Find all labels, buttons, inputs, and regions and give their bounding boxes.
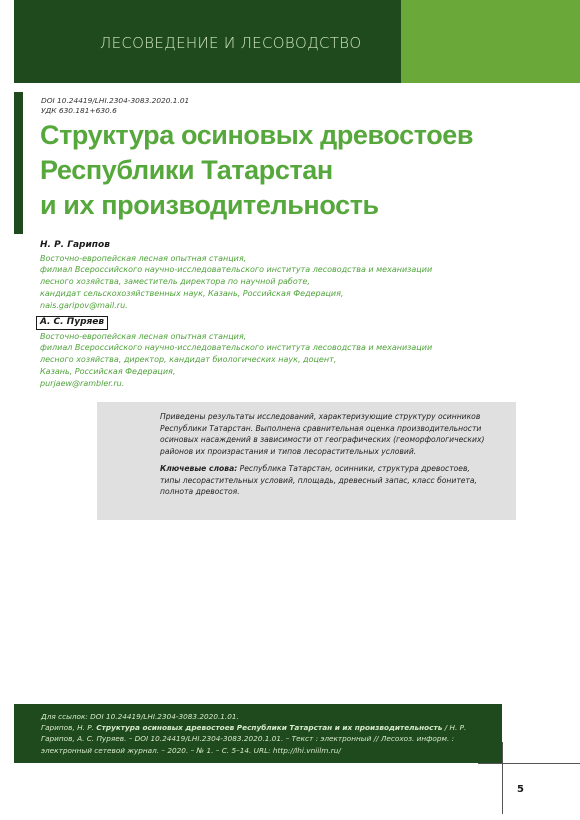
citation-rest: / Н. Р. Гарипов, А. С. Пуряев. – DOI 10.24419/LHI.2304-3083.2020.1.01. – Текст : электронный // Лесохоз. информ. : электронный сетевой журнал. – 2020. – № 1. – С. 5–14. URL: http://lhi.vniilm.ru/ xyxy=(41,723,467,755)
author-email[interactable]: nais.garipov@mail.ru. xyxy=(40,300,128,310)
corner-rule-vertical xyxy=(502,742,503,814)
affiliation-line: Восточно-европейская лесная опытная станция, xyxy=(40,253,247,263)
article-title xyxy=(40,118,520,223)
corner-rule-horizontal xyxy=(478,763,580,764)
citation-text xyxy=(41,711,491,756)
abstract-text: Приведены результаты исследований, характеризующие структуру осинников Республики Татарстан. Выполнена сравнительная оценка производительности осиновых насаждений в зависимости от географических (геоморфологических) районов их произрастания и типов лесорастительных условий. xyxy=(160,412,485,456)
citation-title: Структура осиновых древостоев Республики Татарстан и их производительность xyxy=(96,723,443,733)
keywords xyxy=(160,463,486,498)
affiliation-line: Восточно-европейская лесная опытная станция, xyxy=(40,331,247,341)
header-band-light xyxy=(401,0,580,83)
affiliation-line: кандидат сельскохозяйственных наук, Казань, Российская Федерация, xyxy=(40,288,344,298)
section-title: ЛЕСОВЕДЕНИЕ И ЛЕСОВОДСТВО xyxy=(100,34,362,52)
author-name: А. С. Пуряев xyxy=(36,316,108,330)
author-name: Н. Р. Гарипов xyxy=(40,240,110,250)
citation-reference xyxy=(41,722,491,756)
affiliation-line: Казань, Российская Федерация, xyxy=(40,366,176,376)
affiliation-line: лесного хозяйства, заместитель директора по научной работе, xyxy=(40,277,310,287)
citation-authors: Гарипов, Н. Р. xyxy=(41,723,97,733)
accent-left-bar xyxy=(14,92,23,234)
keywords-label: Ключевые слова: xyxy=(160,464,238,473)
affiliation-line: лесного хозяйства, директор, кандидат биологических наук, доцент, xyxy=(40,355,337,365)
affiliation-line: филиал Всероссийского научно-исследовательского института лесоводства и механизации xyxy=(40,343,433,353)
author-block-2 xyxy=(40,316,510,389)
page-number: 5 xyxy=(517,784,524,795)
author-block-1 xyxy=(40,240,510,311)
title-line: Республики Татарстан xyxy=(40,155,333,185)
doi-label: DOI 10.24419/LHI.2304-3083.2020.1.01 xyxy=(41,96,190,105)
title-line: Структура осиновых древостоев xyxy=(40,120,474,150)
affiliation-line: филиал Всероссийского научно-исследовательского института лесоводства и механизации xyxy=(40,265,433,275)
author-email[interactable]: purjaew@rambler.ru. xyxy=(40,378,125,388)
citation-doi: Для ссылок: DOI 10.24419/LHI.2304-3083.2020.1.01. xyxy=(41,712,239,721)
keywords-text: Республика Татарстан, осинники, структура древостоев, типы лесорастительных условий, площадь, древесный запас, класс бонитета, полнота древостоя. xyxy=(160,464,477,497)
article-meta xyxy=(41,96,189,116)
udk-label: УДК 630.181+630.6 xyxy=(41,106,117,115)
title-line: и их производительность xyxy=(40,190,379,220)
